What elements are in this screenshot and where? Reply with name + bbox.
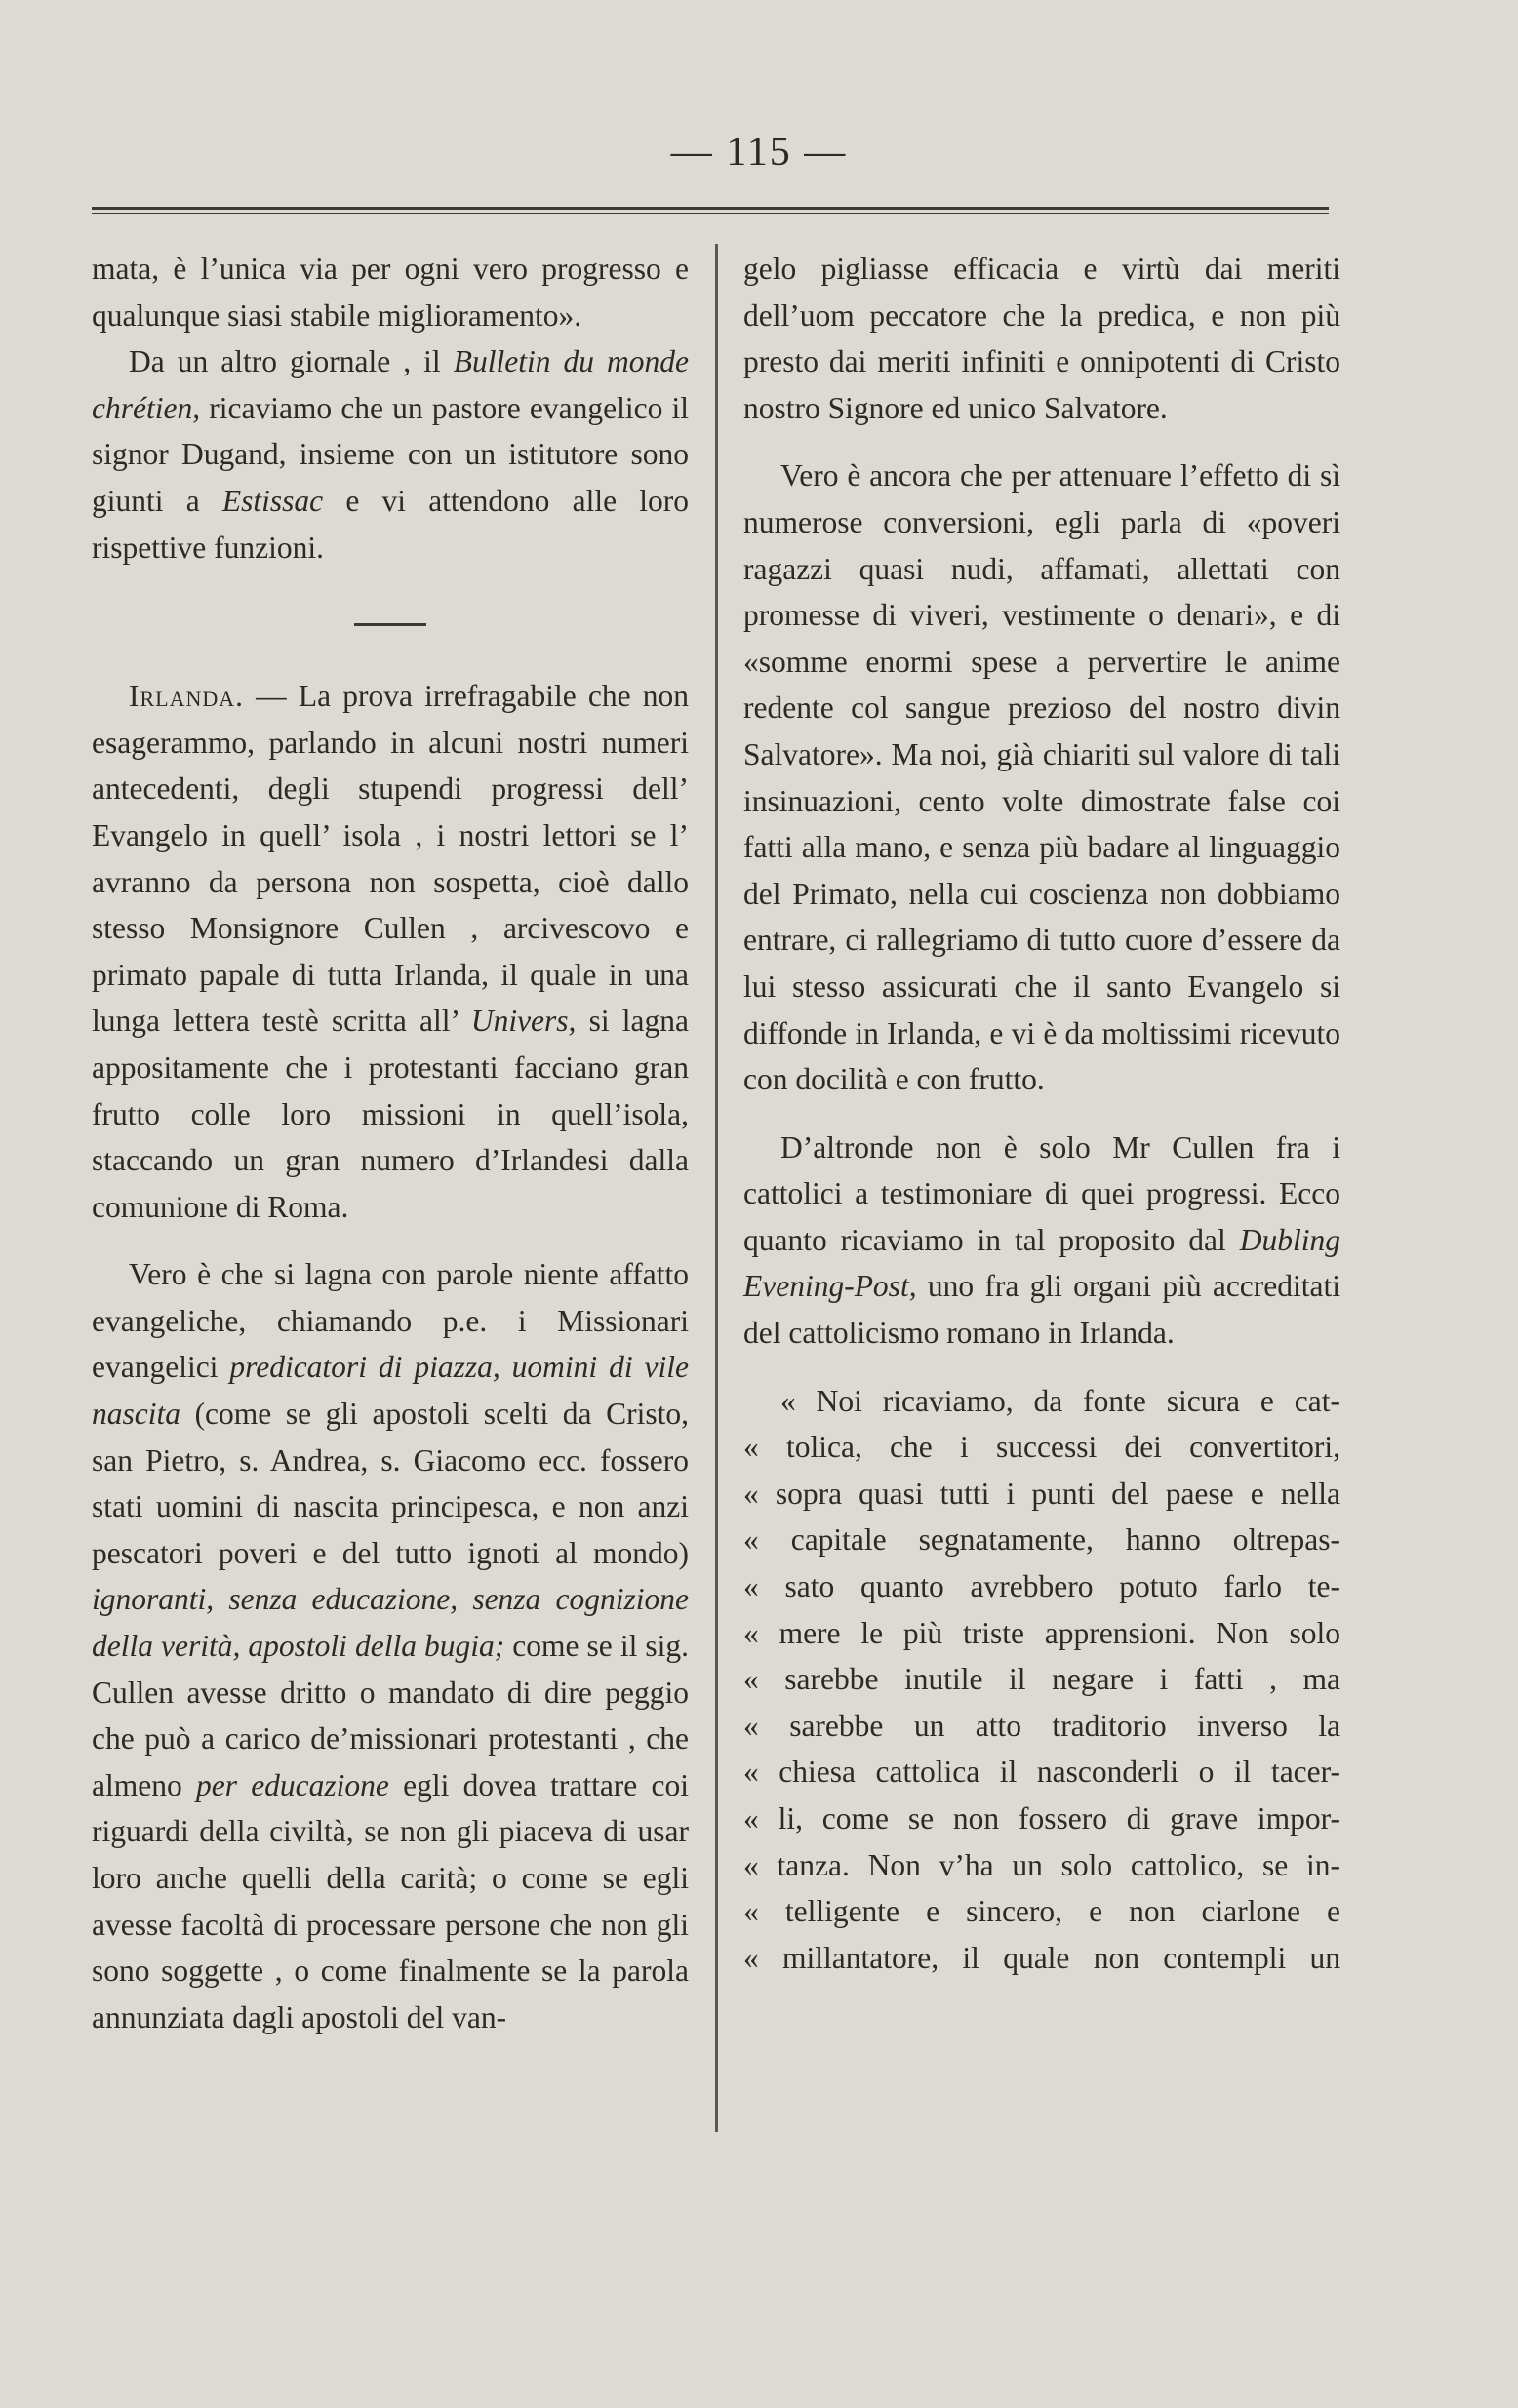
section-heading: Irlanda.: [129, 679, 245, 714]
text-run: ricaviamo che un pastore evangelico il signor Dugand, insieme con un istitutore sono giunti a: [92, 390, 689, 518]
text-run: Da un altro giornale , il: [129, 344, 454, 379]
left-column: [92, 246, 689, 2040]
column-divider: [715, 244, 718, 2132]
quote-text: [743, 1378, 1340, 1982]
quote-line: « mere le più triste apprensioni. Non solo: [743, 1615, 1340, 1650]
quote-line: « millantatore, il quale non contempli un: [743, 1940, 1340, 1975]
right-column: [743, 246, 1340, 1981]
text-run: e vi attendono alle loro rispettive funzioni.: [92, 483, 689, 565]
quote-line: « li, come se non fossero di grave impor-: [743, 1801, 1340, 1836]
text-run: Vero è che si lagna con parole niente affatto evangeliche, chiamando p.e. i Missionari evangelici: [92, 1257, 689, 1385]
paragraph-dubling: [743, 1125, 1340, 1357]
quote-line: « capitale segnatamente, hanno oltrepas-: [743, 1522, 1340, 1558]
text-run: (come se gli apostoli scelti da Cristo, san Pietro, s. Andrea, s. Giacomo ecc. fossero stati uomini di nascita principesca, e non anzi pescatori poveri e del tutto ignoti al mondo): [92, 1397, 689, 1570]
newspaper-title: Bulletin du monde chrétien,: [92, 344, 689, 425]
text-run: uno fra gli organi più accreditati del cattolicismo romano in Irlanda.: [743, 1269, 1340, 1351]
block-quote: [743, 1378, 1340, 1982]
paragraph: Vero è ancora che per attenuare l’effetto di sì numerose conversioni, egli parla di «poveri ragazzi quasi nudi, affamati, allettati con promesse di viveri, vestimente o denari», e di «somme enormi spese a pervertire le anime redente col sangue prezioso del nostro divin Salvatore». Ma noi, già chiariti sul valore di tali insinuazioni, cento volte dimostrate false coi fatti alla mano, e senza più badare al linguaggio del Primato, nella cui coscienza non dobbiamo entrare, ci rallegriamo di tutto cuore d’essere da lui stesso assicurati che il santo Evangelo si diffonde in Irlanda, e vi è da moltissimi ricevuto con docilità e con frutto.: [743, 458, 1340, 1097]
text-run: — La prova irrefragabile che non esagerammo, parlando in alcuni nostri numeri antecedenti, degli stupendi progressi dell’ Evangelo in quell’ isola , i nostri lettori se l’ avranno da persona non sospetta, cioè dallo stesso Monsignore Cullen , arcivescovo e primato papale di tutta Irlanda, il quale in una lunga lettera testè scritta all’: [92, 679, 689, 1039]
quote-line: « sarebbe inutile il negare i fatti , ma: [743, 1662, 1340, 1697]
quote-line: « tanza. Non v’ha un solo cattolico, se in-: [743, 1847, 1340, 1882]
quoted-phrase: predicatori di piazza, uomini di vile nascita: [92, 1350, 689, 1432]
quoted-phrase: ignoranti, senza educazione, senza cognizione della verità, apostoli della bugia;: [92, 1582, 689, 1664]
quote-line: « tolica, che i successi dei convertitori,: [743, 1430, 1340, 1465]
quote-line: « chiesa cattolica il nasconderli o il tacer-: [743, 1755, 1340, 1790]
page-number: — 115 —: [670, 130, 848, 175]
quote-line: « sopra quasi tutti i punti del paese e nella: [743, 1476, 1340, 1511]
quote-line: « sarebbe un atto traditorio inverso la: [743, 1708, 1340, 1743]
paragraph: mata, è l’unica via per ogni vero progresso e qualunque siasi stabile miglioramento».: [92, 252, 689, 333]
quote-line: « Noi ricaviamo, da fonte sicura e cat-: [780, 1383, 1340, 1418]
quote-line: « telligente e sincero, e non ciarlone e: [743, 1894, 1340, 1929]
header-rule: [92, 207, 1329, 214]
text-run: D’altronde non è solo Mr Cullen fra i cattolici a testimoniare di quei progressi. Ecco quanto ricaviamo in tal proposito dal: [743, 1129, 1340, 1257]
newspaper-title: Dubling Evening-Post,: [743, 1222, 1340, 1304]
paragraph-bulletin: [92, 338, 689, 571]
quote-line: « sato quanto avrebbero potuto farlo te-: [743, 1569, 1340, 1604]
paragraph: gelo pigliasse efficacia e virtù dai meriti dell’uom peccatore che la predica, e non più presto dai meriti infiniti e onnipotenti di Cristo nostro Signore ed unico Salvatore.: [743, 252, 1340, 425]
section-separator: [354, 623, 426, 626]
place-name: Estissac: [221, 483, 324, 518]
newspaper-title: Univers,: [470, 1004, 577, 1039]
text-run: come se il sig. Cullen avesse dritto o mandato di dire peggio che può a carico de’missionari protestanti , che almeno: [92, 1629, 690, 1802]
paragraph-cullen: [92, 1251, 689, 2040]
text-run: si lagna appositamente che i protestanti facciano gran frutto colle loro missioni in quell’isola, staccando un gran numero d’Irlandesi dalla comunione di Roma.: [92, 1004, 689, 1224]
paragraph-irlanda: [92, 673, 689, 1230]
quoted-phrase: per educazione: [195, 1767, 389, 1802]
text-run: egli dovea trattare coi riguardi della civiltà, se non gli piaceva di usar loro anche quelli della carità; o come se egli avesse facoltà di processare persone che non gli sono soggette , o come finalmente se la parola annunziata dagli apostoli del van-: [92, 1767, 690, 2034]
